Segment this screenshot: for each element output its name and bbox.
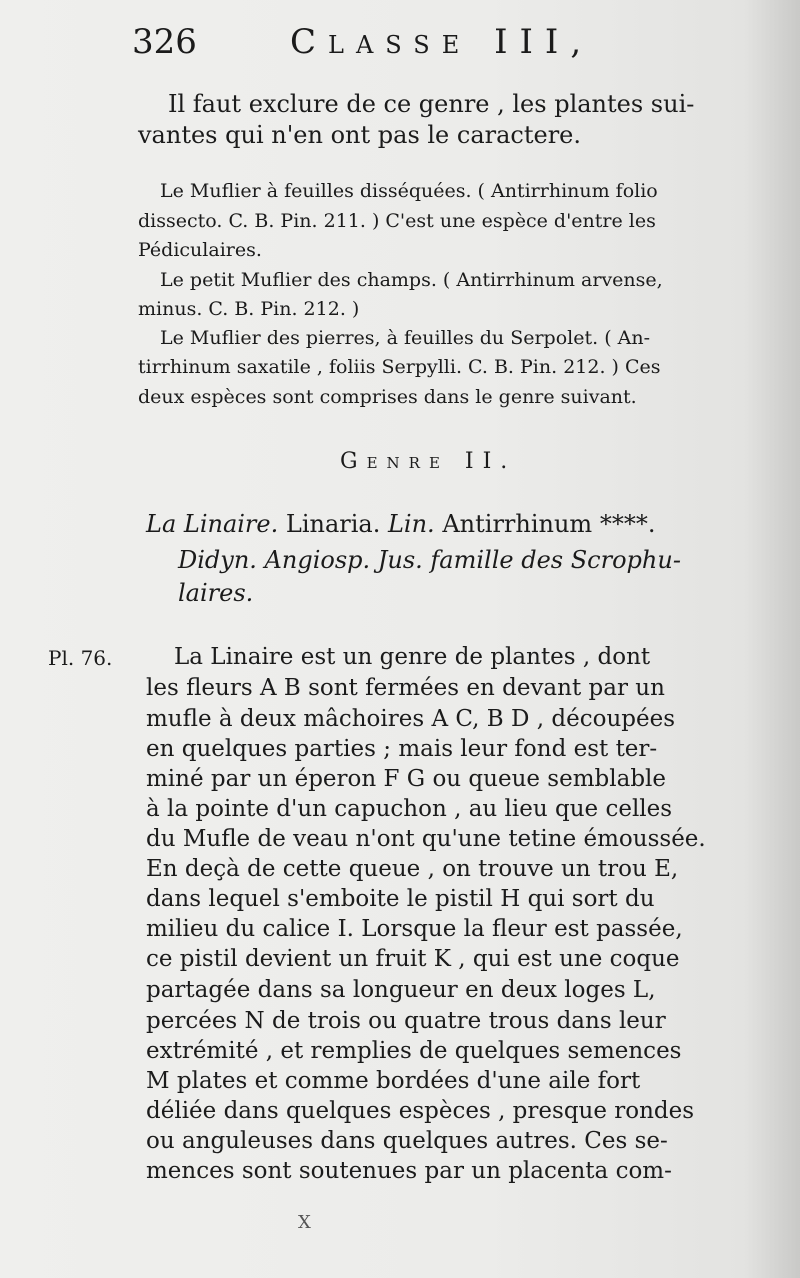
signature-mark: X — [298, 1212, 311, 1233]
exclusion-line: tirrhinum saxatile , foliis Serpylli. C. B. Pin. 212. ) Ces — [138, 356, 661, 378]
plate-reference: Pl. 76. — [48, 646, 113, 670]
page-number: 326 — [132, 22, 197, 62]
genus-title — [146, 510, 655, 538]
description-line: les fleurs A B sont fermées en devant par un — [146, 675, 665, 701]
exclusion-line: Le petit Muflier des champs. ( Antirrhinum arvense, — [160, 269, 663, 291]
exclusion-line: Le Muflier à feuilles disséquées. ( Antirrhinum folio — [160, 180, 658, 202]
genus-classification: Didyn. Angiosp. Jus. famille des Scrophu- — [178, 546, 681, 574]
description-line: mences sont soutenues par un placenta com- — [146, 1158, 672, 1184]
genre-heading: Genre II. — [340, 449, 517, 474]
exclusion-line: deux espèces sont comprises dans le genre suivant. — [138, 386, 637, 408]
description-line: en quelques parties ; mais leur fond est ter- — [146, 736, 658, 762]
description-line: La Linaire est un genre de plantes , dont — [174, 644, 651, 670]
genus-name-fr: La Linaire. — [146, 510, 279, 538]
description-line: En deçà de cette queue , on trouve un trou E, — [146, 856, 679, 882]
description-line: du Mufle de veau n'ont qu'une tetine émoussée. — [146, 826, 706, 852]
exclusion-line: Pédiculaires. — [138, 239, 262, 261]
description-line: milieu du calice I. Lorsque la fleur est passée, — [146, 916, 683, 942]
intro-line-1: Il faut exclure de ce genre , les plantes sui- — [168, 90, 695, 118]
intro-line-2: vantes qui n'en ont pas le caractere. — [138, 121, 582, 149]
description-line: miné par un éperon F G ou queue semblable — [146, 766, 667, 792]
exclusion-line: dissecto. C. B. Pin. 211. ) C'est une espèce d'entre les — [138, 210, 656, 232]
running-title: Classe III, — [290, 22, 594, 62]
exclusion-line: minus. C. B. Pin. 212. ) — [138, 298, 360, 320]
genus-synonym: Antirrhinum ****. — [442, 510, 656, 538]
genus-name-lat: Linaria. — [285, 510, 381, 538]
description-line: déliée dans quelques espèces , presque rondes — [146, 1098, 695, 1124]
description-line: percées N de trois ou quatre trous dans leur — [146, 1008, 666, 1034]
genus-author: Lin. — [387, 510, 435, 538]
description-line: dans lequel s'emboite le pistil H qui sort du — [146, 886, 655, 912]
description-line: mufle à deux mâchoires A C, B D , découpées — [146, 706, 676, 732]
description-line: M plates et comme bordées d'une aile fort — [146, 1068, 641, 1094]
description-line: ce pistil devient un fruit K , qui est une coque — [146, 946, 680, 972]
description-line: extrémité , et remplies de quelques semences — [146, 1038, 682, 1064]
genus-classification: laires. — [178, 579, 254, 607]
description-line: partagée dans sa longueur en deux loges L, — [146, 977, 656, 1003]
description-line: à la pointe d'un capuchon , au lieu que celles — [146, 796, 673, 822]
description-line: ou anguleuses dans quelques autres. Ces se- — [146, 1128, 668, 1154]
exclusion-line: Le Muflier des pierres, à feuilles du Serpolet. ( An- — [160, 327, 651, 349]
